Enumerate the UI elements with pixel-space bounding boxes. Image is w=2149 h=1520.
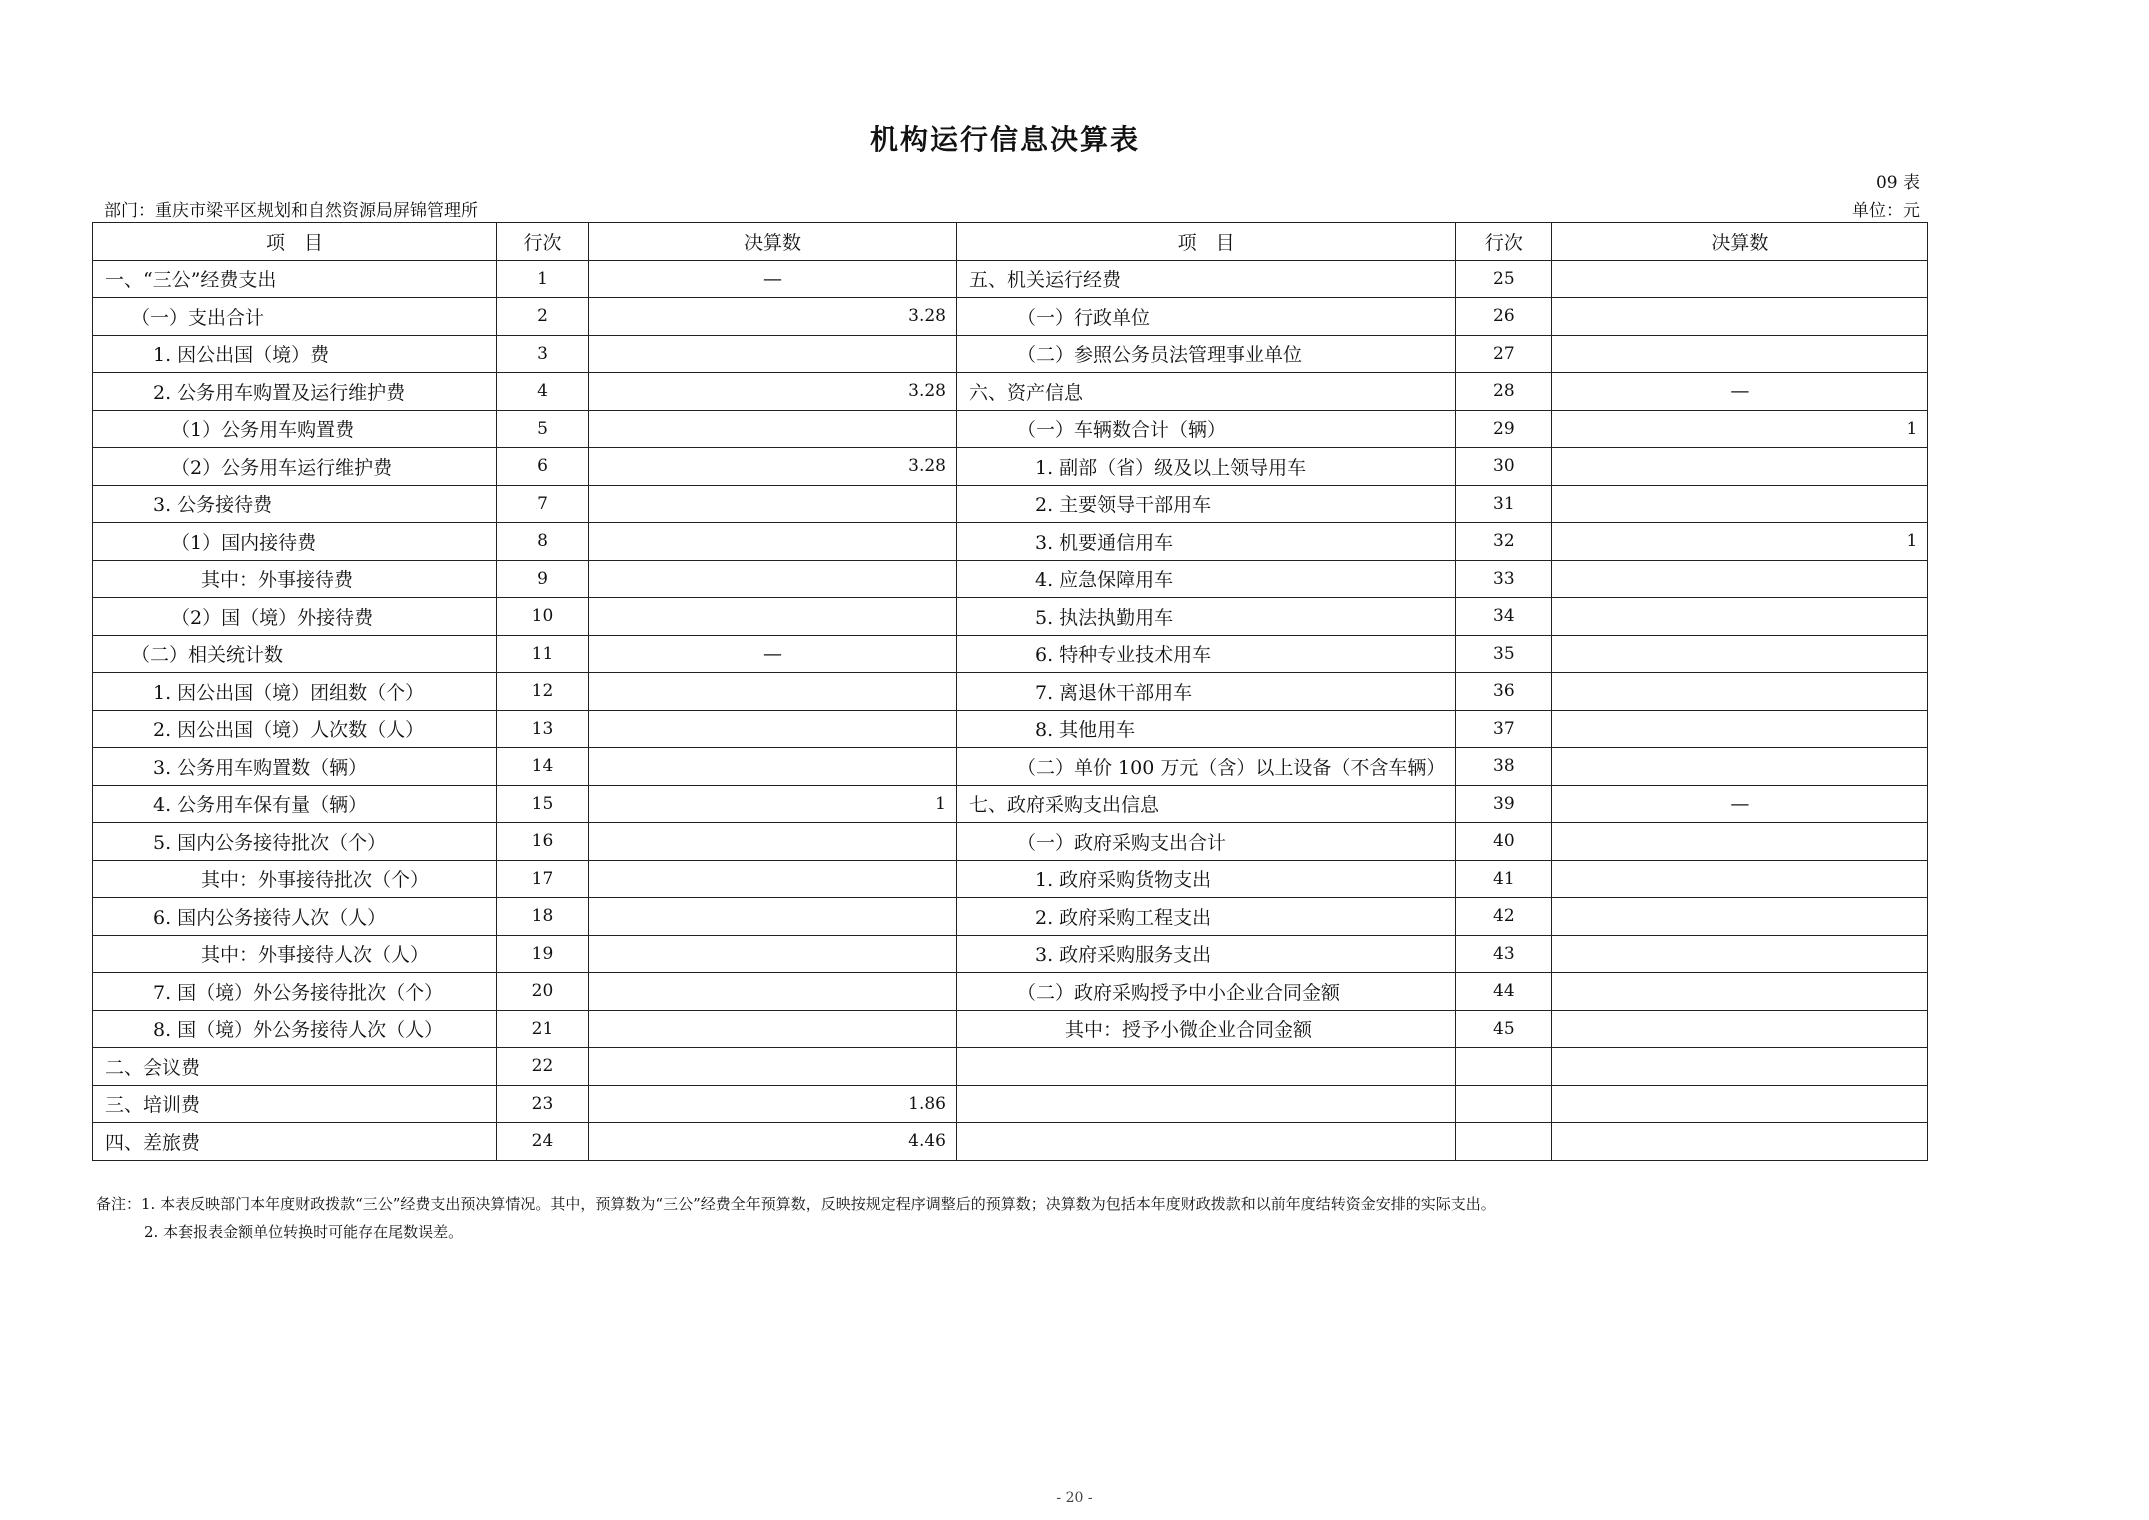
left-item-cell: （1）公务用车购置费 [93,410,497,448]
right-row-number-cell: 42 [1456,898,1552,936]
right-row-number-cell [1456,1048,1552,1086]
notes [96,1190,1496,1246]
note-1: 备注：1. 本表反映部门本年度财政拨款“三公”经费支出预决算情况。其中，预算数为“三公”经费全年预算数，反映按规定程序调整后的预算数；决算数为包括本年度财政拨款和以前年度结转资金安排的实际支出。 [96,1195,1496,1213]
table-row [93,1048,1928,1086]
right-row-number-cell: 40 [1456,823,1552,861]
right-item-cell: 七、政府采购支出信息 [957,785,1456,823]
left-amount-cell [589,823,957,861]
right-amount-cell [1552,1010,1928,1048]
left-item-cell: （1）国内接待费 [93,523,497,561]
right-row-number-cell: 36 [1456,673,1552,711]
right-item-cell: 7. 离退休干部用车 [957,673,1456,711]
left-row-number-cell: 6 [497,448,589,486]
left-row-number-cell: 13 [497,710,589,748]
left-item-cell: 5. 国内公务接待批次（个） [93,823,497,861]
header-amount-left: 决算数 [589,223,957,261]
header-item-left: 项 目 [93,223,497,261]
right-row-number-cell: 37 [1456,710,1552,748]
left-amount-cell [589,673,957,711]
left-row-number-cell: 22 [497,1048,589,1086]
right-item-cell: （二）政府采购授予中小企业合同金额 [957,973,1456,1011]
right-item-cell: 5. 执法执勤用车 [957,598,1456,636]
left-amount-cell [589,410,957,448]
table-row [93,410,1928,448]
right-amount-cell: 1 [1552,410,1928,448]
right-amount-cell [1552,860,1928,898]
left-row-number-cell: 3 [497,335,589,373]
left-row-number-cell: 16 [497,823,589,861]
left-row-number-cell: 24 [497,1123,589,1161]
right-row-number-cell: 29 [1456,410,1552,448]
left-amount-cell: — [589,635,957,673]
left-item-cell: 1. 因公出国（境）费 [93,335,497,373]
left-item-cell: 3. 公务用车购置数（辆） [93,748,497,786]
left-row-number-cell: 2 [497,298,589,336]
left-amount-cell: 3.28 [589,373,957,411]
table-header-row [93,223,1928,261]
left-row-number-cell: 14 [497,748,589,786]
right-row-number-cell: 35 [1456,635,1552,673]
table-row [93,1010,1928,1048]
left-amount-cell: 1.86 [589,1085,957,1123]
right-row-number-cell: 30 [1456,448,1552,486]
right-row-number-cell: 32 [1456,523,1552,561]
left-row-number-cell: 17 [497,860,589,898]
left-item-cell: 其中：外事接待人次（人） [93,935,497,973]
left-row-number-cell: 4 [497,373,589,411]
left-row-number-cell: 7 [497,485,589,523]
unit-label: 单位：元 [1852,201,1920,221]
left-item-cell: （一）支出合计 [93,298,497,336]
right-row-number-cell [1456,1085,1552,1123]
left-item-cell: 4. 公务用车保有量（辆） [93,785,497,823]
right-item-cell: 五、机关运行经费 [957,260,1456,298]
right-row-number-cell: 38 [1456,748,1552,786]
table-row [93,823,1928,861]
right-item-cell: 8. 其他用车 [957,710,1456,748]
right-amount-cell [1552,485,1928,523]
right-amount-cell [1552,635,1928,673]
left-item-cell: 其中：外事接待费 [93,560,497,598]
left-item-cell: （2）国（境）外接待费 [93,598,497,636]
table-row [93,373,1928,411]
right-amount-cell: 1 [1552,523,1928,561]
left-amount-cell [589,898,957,936]
left-row-number-cell: 15 [497,785,589,823]
table-row [93,598,1928,636]
left-item-cell: 6. 国内公务接待人次（人） [93,898,497,936]
left-item-cell: 四、差旅费 [93,1123,497,1161]
table-row [93,973,1928,1011]
right-amount-cell: — [1552,785,1928,823]
right-item-cell: 3. 机要通信用车 [957,523,1456,561]
left-row-number-cell: 21 [497,1010,589,1048]
left-item-cell: 一、“三公”经费支出 [93,260,497,298]
right-row-number-cell: 41 [1456,860,1552,898]
right-amount-cell [1552,1123,1928,1161]
page-number: - 20 - [1056,1490,1093,1506]
page-title: 机构运行信息决算表 [869,123,1140,156]
right-item-cell: 2. 主要领导干部用车 [957,485,1456,523]
left-amount-cell [589,935,957,973]
right-item-cell: （一）车辆数合计（辆） [957,410,1456,448]
table-number: 09 表 [1875,173,1920,193]
table-row [93,448,1928,486]
left-row-number-cell: 5 [497,410,589,448]
left-item-cell: 7. 国（境）外公务接待批次（个） [93,973,497,1011]
department-label: 部门：重庆市梁平区规划和自然资源局屏锦管理所 [104,201,478,221]
left-item-cell: 1. 因公出国（境）团组数（个） [93,673,497,711]
right-amount-cell [1552,448,1928,486]
left-amount-cell [589,335,957,373]
left-item-cell: 二、会议费 [93,1048,497,1086]
left-row-number-cell: 20 [497,973,589,1011]
right-item-cell: 1. 政府采购货物支出 [957,860,1456,898]
left-amount-cell [589,598,957,636]
left-row-number-cell: 18 [497,898,589,936]
table-row [93,523,1928,561]
right-row-number-cell: 34 [1456,598,1552,636]
table-row [93,860,1928,898]
note-2: 2. 本套报表金额单位转换时可能存在尾数误差。 [144,1223,464,1241]
right-row-number-cell: 45 [1456,1010,1552,1048]
right-item-cell: （二）参照公务员法管理事业单位 [957,335,1456,373]
table-row [93,1123,1928,1161]
left-amount-cell: — [589,260,957,298]
right-item-cell [957,1048,1456,1086]
right-row-number-cell: 44 [1456,973,1552,1011]
right-item-cell: （一）政府采购支出合计 [957,823,1456,861]
left-row-number-cell: 23 [497,1085,589,1123]
right-row-number-cell: 31 [1456,485,1552,523]
table-row [93,560,1928,598]
right-item-cell: 1. 副部（省）级及以上领导用车 [957,448,1456,486]
left-row-number-cell: 1 [497,260,589,298]
right-amount-cell [1552,935,1928,973]
left-amount-cell [589,973,957,1011]
right-amount-cell: — [1552,373,1928,411]
right-row-number-cell: 28 [1456,373,1552,411]
table-row [93,785,1928,823]
left-row-number-cell: 10 [497,598,589,636]
right-item-cell: 2. 政府采购工程支出 [957,898,1456,936]
right-amount-cell [1552,973,1928,1011]
header-row-right: 行次 [1456,223,1552,261]
right-item-cell: （二）单价 100 万元（含）以上设备（不含车辆） [957,748,1456,786]
right-amount-cell [1552,560,1928,598]
right-row-number-cell: 39 [1456,785,1552,823]
table-row [93,935,1928,973]
left-row-number-cell: 19 [497,935,589,973]
left-amount-cell: 1 [589,785,957,823]
right-row-number-cell: 25 [1456,260,1552,298]
left-amount-cell [589,748,957,786]
table-row [93,748,1928,786]
right-item-cell [957,1123,1456,1161]
right-item-cell: 3. 政府采购服务支出 [957,935,1456,973]
left-item-cell: 3. 公务接待费 [93,485,497,523]
header-row-left: 行次 [497,223,589,261]
table-row [93,635,1928,673]
table-row [93,1085,1928,1123]
right-amount-cell [1552,673,1928,711]
left-item-cell: （二）相关统计数 [93,635,497,673]
report-table [92,222,1928,1161]
right-item-cell: 其中：授予小微企业合同金额 [957,1010,1456,1048]
left-item-cell: 2. 因公出国（境）人次数（人） [93,710,497,748]
table-row [93,485,1928,523]
right-amount-cell [1552,748,1928,786]
right-amount-cell [1552,598,1928,636]
left-row-number-cell: 12 [497,673,589,711]
right-item-cell: 4. 应急保障用车 [957,560,1456,598]
right-row-number-cell: 43 [1456,935,1552,973]
right-amount-cell [1552,260,1928,298]
left-item-cell: 三、培训费 [93,1085,497,1123]
right-item-cell: （一）行政单位 [957,298,1456,336]
table-row [93,298,1928,336]
table-row [93,710,1928,748]
table-row [93,335,1928,373]
header-amount-right: 决算数 [1552,223,1928,261]
left-row-number-cell: 8 [497,523,589,561]
table-row [93,260,1928,298]
left-item-cell: 8. 国（境）外公务接待人次（人） [93,1010,497,1048]
left-row-number-cell: 9 [497,560,589,598]
table-row [93,673,1928,711]
right-row-number-cell: 27 [1456,335,1552,373]
left-item-cell: 其中：外事接待批次（个） [93,860,497,898]
right-amount-cell [1552,710,1928,748]
left-item-cell: 2. 公务用车购置及运行维护费 [93,373,497,411]
right-amount-cell [1552,298,1928,336]
left-amount-cell: 3.28 [589,298,957,336]
left-amount-cell: 3.28 [589,448,957,486]
header-item-right: 项 目 [957,223,1456,261]
table-row [93,898,1928,936]
left-amount-cell [589,1010,957,1048]
right-item-cell: 6. 特种专业技术用车 [957,635,1456,673]
right-amount-cell [1552,1048,1928,1086]
right-row-number-cell: 33 [1456,560,1552,598]
left-amount-cell [589,1048,957,1086]
right-item-cell: 六、资产信息 [957,373,1456,411]
right-row-number-cell [1456,1123,1552,1161]
left-amount-cell [589,560,957,598]
left-amount-cell [589,485,957,523]
right-amount-cell [1552,335,1928,373]
right-amount-cell [1552,823,1928,861]
right-row-number-cell: 26 [1456,298,1552,336]
right-amount-cell [1552,1085,1928,1123]
left-amount-cell: 4.46 [589,1123,957,1161]
left-amount-cell [589,710,957,748]
left-row-number-cell: 11 [497,635,589,673]
left-amount-cell [589,860,957,898]
left-item-cell: （2）公务用车运行维护费 [93,448,497,486]
right-item-cell [957,1085,1456,1123]
left-amount-cell [589,523,957,561]
right-amount-cell [1552,898,1928,936]
